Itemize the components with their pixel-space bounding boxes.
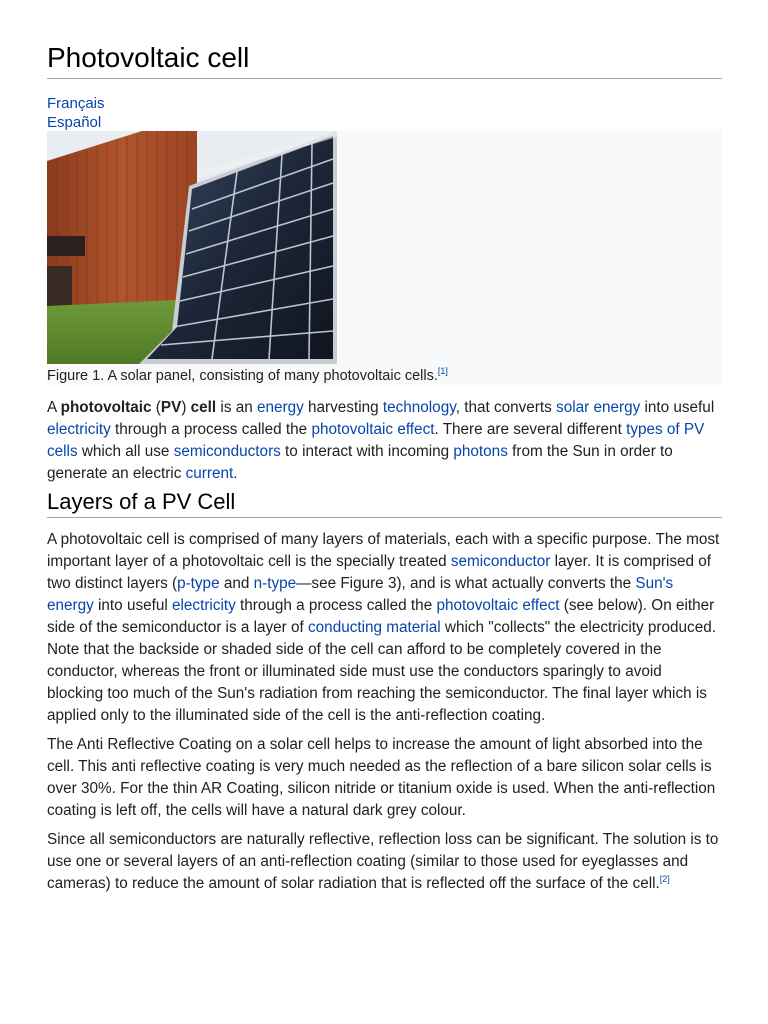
solar-panel-image[interactable] [47, 131, 337, 364]
wiki-link[interactable]: photovoltaic effect [436, 597, 560, 614]
text-run: into useful [640, 399, 715, 416]
section-body [47, 529, 722, 902]
wiki-link[interactable]: photovoltaic effect [311, 421, 435, 438]
wiki-link[interactable]: electricity [47, 421, 111, 438]
language-link-spanish[interactable]: Español [47, 114, 102, 131]
figure [47, 131, 722, 385]
text-run: through a process called the [110, 421, 312, 438]
reference-sup [660, 874, 670, 884]
text-run: through a process called the [235, 597, 437, 614]
wiki-link[interactable]: technology [382, 399, 456, 416]
body-paragraph [47, 529, 722, 727]
wiki-link[interactable]: current [185, 465, 234, 482]
reference-link[interactable]: [1] [437, 366, 448, 377]
wiki-link[interactable]: semiconductors [173, 443, 281, 460]
wiki-link[interactable]: conducting material [308, 619, 441, 636]
text-run: layer. It is comprised of two distinct layers ( [47, 553, 712, 592]
text-run: Since all semiconductors are naturally reflective, reflection loss can be significant. The solution is to use one or several layers of an anti-reflection coating (similar to those used for eyeglasses and cameras) to reduce the amount of solar radiation that is reflected off the surface of the cell. [47, 831, 719, 892]
intro-paragraph [47, 397, 722, 485]
reference-link[interactable]: [2] [659, 873, 670, 884]
text-run: The Anti Reflective Coating on a solar cell helps to increase the amount of light absorbed into the cell. This anti reflective coating is very much needed as the reflection of a bare silicon solar cells is over 30%. For the thin AR Coating, silicon nitride or titanium oxide is used. When the anti-reflection coating is left off, the cells will have a natural dark grey colour. [47, 736, 716, 819]
text-run: which all use [77, 443, 174, 460]
text-run: (see below). On either side of the semiconductor is a layer of [47, 597, 715, 636]
text-run: into useful [93, 597, 173, 614]
text-run: ( [151, 399, 161, 416]
text-run: which "collects" the electricity produced. Note that the backside or shaded side of the cell can afford to be completely covered in the conductor, whereas the front or illuminated side must use the conductors sparingly to avoid blocking too much of the Sun's radiation from reaching the semiconductor. The final layer which is applied only to the illuminated side of the cell is the anti-reflection coating. [47, 619, 716, 724]
bold-term: cell [190, 399, 217, 416]
text-run: ) [181, 399, 191, 416]
caption-text: Figure 1. A solar panel, consisting of many photovoltaic cells. [47, 368, 438, 384]
text-run: harvesting [303, 399, 383, 416]
figure-caption [47, 368, 448, 384]
text-run: , that converts [455, 399, 557, 416]
wiki-link[interactable]: types of PV cells [47, 421, 705, 460]
wiki-link[interactable]: Sun's energy [47, 575, 674, 614]
text-run: . There are several different [434, 421, 627, 438]
section-heading: Layers of a PV Cell [47, 488, 722, 518]
page-title: Photovoltaic cell [47, 41, 722, 79]
text-run: . [233, 465, 238, 482]
wiki-link[interactable]: semiconductor [450, 553, 551, 570]
wiki-link[interactable]: electricity [172, 597, 236, 614]
wiki-link[interactable]: n-type [253, 575, 297, 592]
body-paragraph [47, 829, 722, 895]
bold-term: PV [160, 399, 182, 416]
text-run: from the Sun in order to generate an electric [47, 443, 673, 482]
text-run: —see Figure 3), and is what actually converts the [296, 575, 636, 592]
text-run: A photovoltaic cell is comprised of many layers of materials, each with a specific purpose. The most important layer of a photovoltaic cell is the specially treated [47, 531, 720, 570]
text-run: is an [216, 399, 257, 416]
wiki-link[interactable]: energy [257, 399, 304, 416]
text-run: to interact with incoming [280, 443, 454, 460]
bold-term: photovoltaic [60, 399, 152, 416]
wiki-link[interactable]: photons [453, 443, 508, 460]
text-run: A [47, 399, 61, 416]
body-paragraph [47, 734, 722, 822]
language-link-french[interactable]: Français [47, 95, 105, 112]
wiki-link[interactable]: solar energy [556, 399, 641, 416]
text-run: and [219, 575, 254, 592]
wiki-link[interactable]: p-type [177, 575, 220, 592]
language-links [47, 94, 105, 132]
